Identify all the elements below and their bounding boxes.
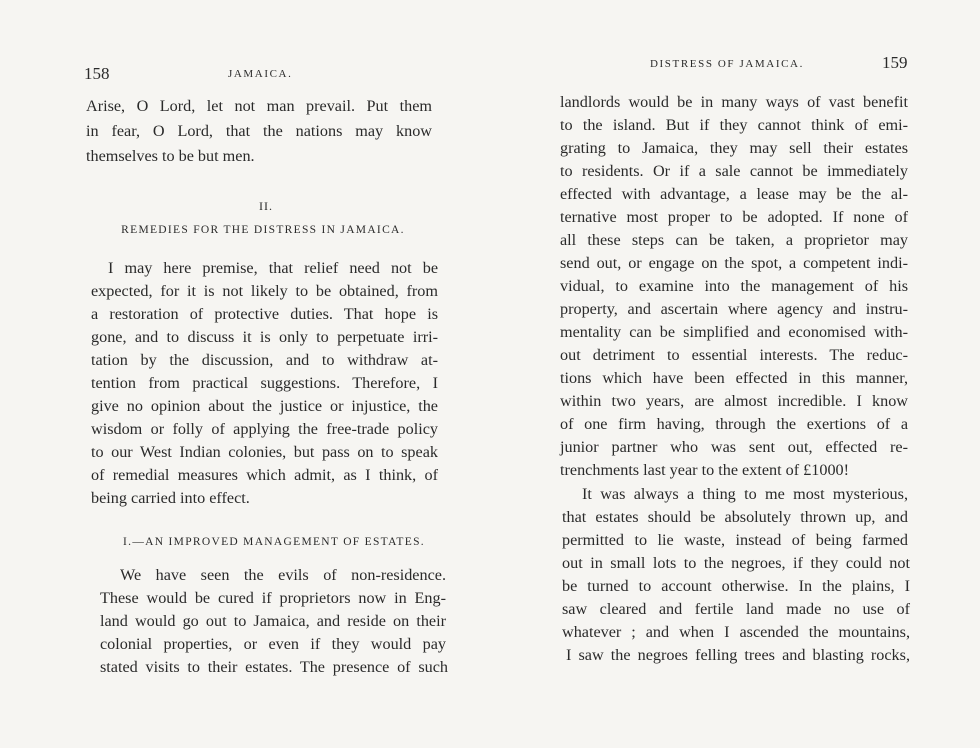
text-line: effected with advantage, a lease may be the al- [560,185,908,203]
running-head-left: JAMAICA. [228,68,293,80]
text-line: These would be cured if proprietors now in Eng- [100,589,446,607]
section-title: REMEDIES FOR THE DISTRESS IN JAMAICA. [121,224,405,236]
text-line: being carried into effect. [91,489,250,507]
text-line: all these steps can be taken, a proprietor may [560,231,908,249]
text-line: trenchments last year to the extent of £1000! [560,461,850,479]
text-line: within two years, are almost incredible. I know [560,392,908,410]
text-line: out detriment to essential interests. The reduc- [560,346,908,364]
text-line: tions which have been effected in this manner, [560,369,908,387]
text-line: to the island. But if they cannot think of emi- [560,116,908,134]
text-line: that estates should be absolutely thrown up, and [562,508,908,526]
text-line: property, and ascertain where agency and instru- [560,300,908,318]
text-line: themselves to be but men. [86,147,255,165]
text-line: landlords would be in many ways of vast benefit [560,93,908,111]
text-line: in fear, O Lord, that the nations may know [86,122,432,140]
text-line: give no opinion about the justice or injustice, the [91,397,438,415]
subsection-title: I.—AN IMPROVED MANAGEMENT OF ESTATES. [123,536,425,548]
text-line: land would go out to Jamaica, and reside on their [100,612,446,630]
text-line: mentality can be simplified and economised with- [560,323,908,341]
page-number-left: 158 [84,64,110,83]
text-line: wisdom or folly of applying the free-trade policy [91,420,438,438]
text-line: to residents. Or if a sale cannot be immediately [560,162,908,180]
text-line: junior partner who was sent out, effected re- [560,438,908,456]
text-line: tation by the discussion, and to withdraw at- [91,351,438,369]
text-line: I saw the negroes felling trees and blasting rocks, [566,646,910,664]
text-line: stated visits to their estates. The presence of such [100,658,448,676]
text-line: vidual, to examine into the management of his [560,277,908,295]
text-line: ternative most proper to be adopted. If none of [560,208,908,226]
section-numeral: II. [259,199,273,213]
text-line: expected, for it is not likely to be obtained, from [91,282,438,300]
text-line: of remedial measures which admit, as I think, of [91,466,438,484]
text-line: colonial properties, or even if they would pay [100,635,446,653]
text-line: It was always a thing to me most mysterious, [582,485,908,503]
text-line: of one firm having, through the exertions of a [560,415,908,433]
text-line: grating to Jamaica, they may sell their estates [560,139,908,157]
text-line: tention from practical suggestions. Therefore, I [91,374,438,392]
text-line: gone, and to discuss it is only to perpetuate irri- [91,328,438,346]
text-line: be turned to account otherwise. In the plains, I [562,577,910,595]
page-number-right: 159 [882,53,908,72]
text-line: I may here premise, that relief need not be [108,259,438,277]
text-line: permitted to lie waste, instead of being farmed [562,531,908,549]
text-line: to our West Indian colonies, but pass on to speak [91,443,438,461]
text-line: We have seen the evils of non-residence. [120,566,446,584]
running-head-right: DISTRESS OF JAMAICA. [650,58,804,70]
text-line: send out, or engage on the spot, a competent indi- [560,254,908,272]
text-line: saw cleared and fertile land made no use of [562,600,910,618]
right-page [490,0,980,748]
text-line: whatever ; and when I ascended the mountains, [562,623,910,641]
text-line: out in small lots to the negroes, if they could not [562,554,910,572]
text-line: Arise, O Lord, let not man prevail. Put them [86,97,432,115]
text-line: a restoration of protective duties. That hope is [91,305,438,323]
